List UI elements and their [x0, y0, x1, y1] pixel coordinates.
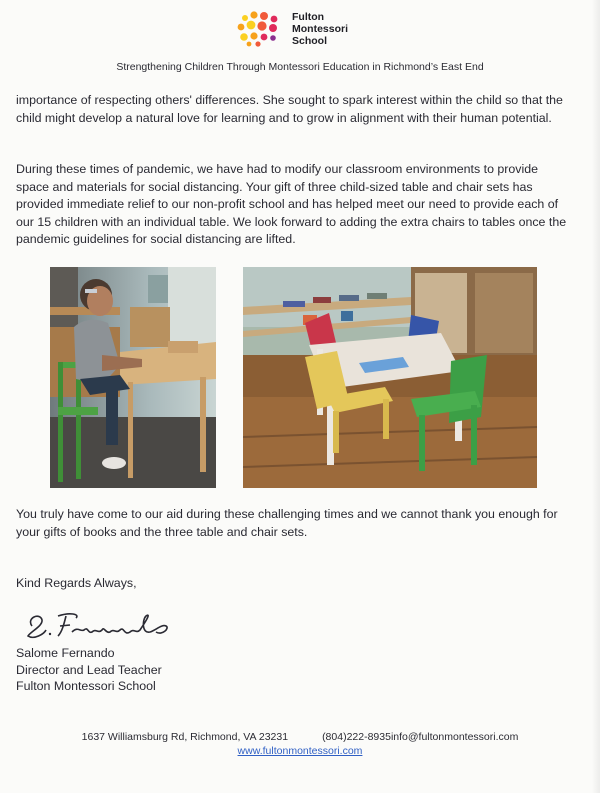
signer-title: Director and Lead Teacher [16, 662, 162, 677]
paragraph-3: You truly have come to our aid during these challenging times and we cannot thank you enough for your gifts of books and the three table and chair sets. [16, 507, 558, 539]
footer-website-link[interactable]: www.fultonmontessori.com [237, 745, 363, 757]
page-edge-shadow [592, 0, 600, 793]
paragraph-1: importance of respecting others' differences. She sought to spark interest within the child so that the child might develop a natural love for learning and to grow in alignment with their human potential. [16, 93, 563, 125]
school-name-line-1: Fulton [292, 11, 325, 23]
handwritten-signature [24, 606, 174, 644]
closing-salutation: Kind Regards Always, [16, 576, 137, 590]
classroom-tables-photo [243, 267, 537, 488]
signer-organization: Fulton Montessori School [16, 679, 156, 694]
school-logo-icon [236, 10, 284, 48]
paragraph-2: During these times of pandemic, we have had to modify our classroom environments to provide space and materials for social distancing. Your gift of three child-sized table and chair sets has provided immediate relief to our non-profit school and has helped meet our need to provide each of our 15 children with an individual table. We look forward to adding the extra chairs to tables once the pandemic guidelines for social distancing are lifted. [16, 162, 567, 247]
signer-name: Salome Fernando [16, 646, 115, 660]
footer-phone[interactable]: (804)222-8935 [322, 731, 391, 743]
signature-block [16, 645, 162, 695]
child-at-table-photo [50, 267, 216, 488]
footer-contact [0, 731, 600, 743]
footer-address: 1637 Williamsburg Rd, Richmond, VA 23231 [81, 731, 289, 743]
school-name-line-2: Montessori [292, 23, 349, 35]
footer-email[interactable]: info@fultonmontessori.com [390, 731, 519, 743]
school-name-line-3: School [292, 35, 328, 47]
school-name [292, 11, 402, 47]
tagline: Strengthening Children Through Montessori Education in Richmond’s East End [116, 61, 484, 73]
